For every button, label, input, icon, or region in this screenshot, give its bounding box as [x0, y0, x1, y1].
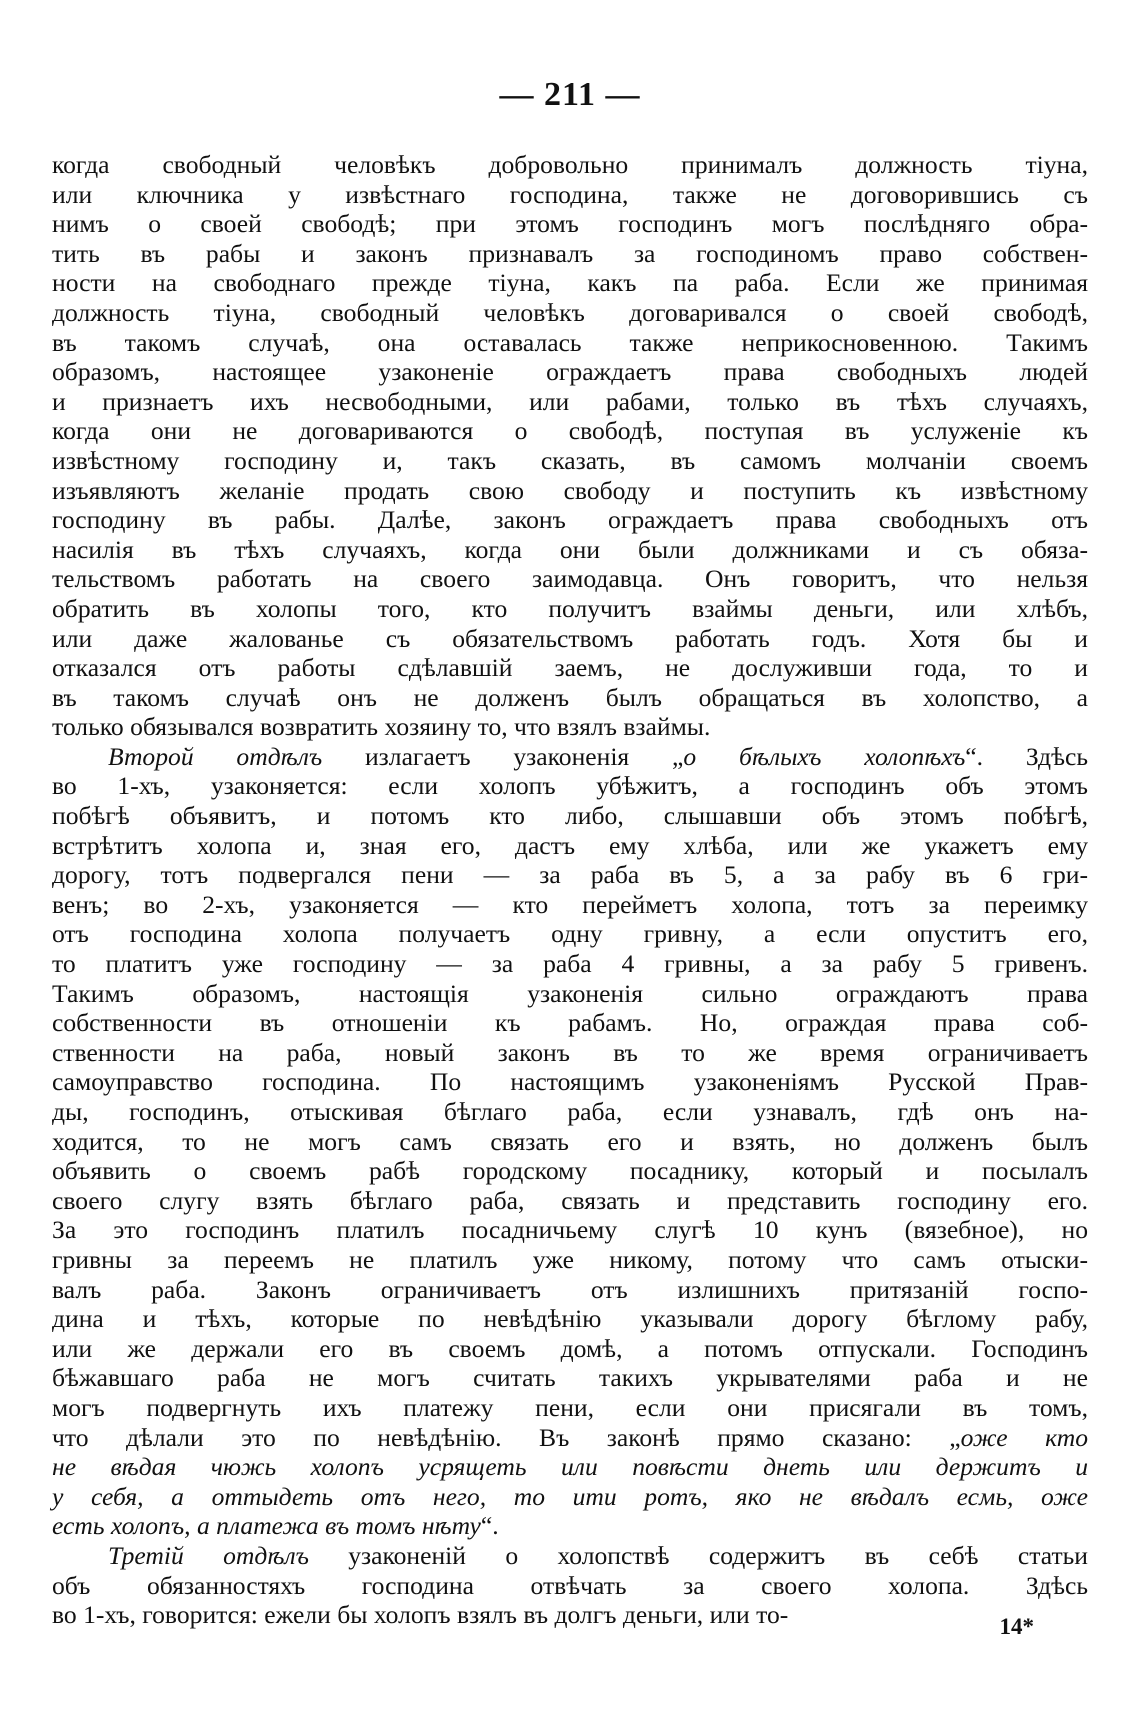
text-run: узаконеній о холопствѣ содержитъ въ себѣ статьи: [308, 1540, 1088, 1570]
text-line: [52, 919, 1088, 949]
text-line: [52, 1215, 1088, 1245]
text-line: [52, 239, 1088, 269]
italic-run: о бѣлыхъ холопѣхъ: [683, 741, 966, 771]
text-run: въ такомъ случаѣ онъ не долженъ былъ обращаться въ холопство, а: [52, 682, 1088, 712]
text-run: венъ; во 2-хъ, узаконяется — кто перейметъ холопа, тотъ за переимку: [52, 889, 1088, 919]
text-run: нимъ о своей свободѣ; при этомъ господинъ могъ послѣдняго обра-: [52, 209, 1088, 239]
italic-run: Второй отдѣлъ: [108, 741, 323, 771]
text-run: гривны за переемъ не платилъ уже никому, потому что самъ отыски-: [52, 1244, 1088, 1274]
text-line: [52, 624, 1088, 654]
text-line: [52, 387, 1088, 417]
text-line: [52, 1127, 1088, 1157]
text-line: [52, 1363, 1088, 1393]
page-number: — 211 —: [499, 76, 641, 113]
text-run: За это господинъ платилъ посадничьему слугѣ 10 кунъ (вязебное), но: [52, 1215, 1088, 1245]
text-line: [52, 209, 1088, 239]
text-run: образомъ, настоящее узаконеніе ограждаетъ права свободныхъ людей: [52, 357, 1088, 387]
text-line: [52, 712, 1088, 742]
italic-run: у себя, а оттыдеть отъ него, то ити ротъ, яко не вѣдалъ есмь, оже: [52, 1481, 1088, 1511]
text-run: то платитъ уже господину — за раба 4 гривны, а за рабу 5 гривенъ.: [52, 949, 1088, 979]
text-run: ности на свободнаго прежде тіуна, какъ па раба. Если же принимая: [52, 268, 1088, 298]
text-run: излагаетъ узаконенія „: [322, 741, 684, 771]
text-line: [52, 771, 1088, 801]
text-line: [52, 979, 1088, 1009]
text-line: [52, 1334, 1088, 1364]
text-run: самоуправство господина. По настоящимъ узаконеніямъ Русской Прав-: [52, 1067, 1088, 1097]
text-line: [52, 1541, 1088, 1571]
text-line: [52, 1186, 1088, 1216]
text-run: изъявляютъ желаніе продать свою свободу и поступить къ извѣстному: [52, 475, 1088, 505]
text-line: [52, 1067, 1088, 1097]
italic-run: оже кто: [960, 1422, 1088, 1452]
text-run: ственности на раба, новый законъ въ то же время ограничиваетъ: [52, 1037, 1088, 1067]
text-run: дина и тѣхъ, которые по невѣдѣнію указывали дорогу бѣглому рабу,: [52, 1304, 1088, 1334]
text-line: [52, 446, 1088, 476]
text-line: [52, 1600, 1088, 1630]
text-line: [52, 357, 1088, 387]
text-line: [52, 1038, 1088, 1068]
text-line: [52, 1008, 1088, 1038]
text-line: [52, 505, 1088, 535]
text-run: ды, господинъ, отыскивая бѣглаго раба, если узнавалъ, гдѣ онъ на-: [52, 1097, 1088, 1126]
text-line: [52, 1511, 1088, 1541]
text-line: [52, 298, 1088, 328]
body-text: [52, 150, 1088, 1630]
text-run: ходится, то не могъ самъ связать его и взять, но долженъ былъ: [52, 1126, 1088, 1156]
text-run: Такимъ образомъ, настоящія узаконенія сильно ограждаютъ права: [52, 978, 1088, 1008]
italic-run: есть холопъ, а платежа въ томъ нѣту: [52, 1511, 481, 1541]
text-run: или даже жалованье съ обязательствомъ работать годъ. Хотя бы и: [52, 623, 1088, 653]
text-run: во 1-хъ, говорится: ежели бы холопъ взялъ въ долгъ деньги, или то-: [52, 1600, 789, 1630]
text-line: [52, 890, 1088, 920]
text-run: своего слугу взять бѣглаго раба, связать и представить господину его.: [52, 1185, 1088, 1215]
signature-mark: 14*: [999, 1614, 1034, 1639]
text-run: отъ господина холопа получаетъ одну гривну, а если опуститъ его,: [52, 919, 1088, 949]
text-line: [52, 328, 1088, 358]
text-line: [52, 860, 1088, 890]
text-line: [52, 653, 1088, 683]
text-line: [52, 1482, 1088, 1512]
text-line: [52, 801, 1088, 831]
text-run: объ обязанностяхъ господина отвѣчать за своего холопа. Здѣсь: [52, 1570, 1088, 1600]
text-line: [52, 1275, 1088, 1305]
text-line: [52, 1571, 1088, 1601]
text-line: [52, 594, 1088, 624]
text-run: собственности въ отношеніи къ рабамъ. Но, ограждая права соб-: [52, 1008, 1088, 1038]
text-run: или ключника у извѣстнаго господина, также не договорившись съ: [52, 179, 1088, 209]
text-line: [52, 949, 1088, 979]
text-line: [52, 476, 1088, 506]
text-run: отказался отъ работы сдѣлавшій заемъ, не дослуживши года, то и: [52, 653, 1088, 683]
text-run: валъ раба. Законъ ограничиваетъ отъ излишнихъ притязаній госпо-: [52, 1274, 1088, 1304]
italic-run: не вѣдая чюжь холопъ усрящеть или повѣсти днеть или держитъ и: [52, 1452, 1088, 1482]
text-line: [52, 742, 1088, 772]
text-run: извѣстному господину и, такъ сказать, въ самомъ молчаніи своемъ: [52, 445, 1088, 475]
text-run: бѣжавшаго раба не могъ считать такихъ укрывателями раба и не: [52, 1363, 1088, 1393]
text-run: дорогу, тотъ подвергался пени — за раба въ 5, а за рабу въ 6 гри-: [52, 860, 1088, 890]
text-run: тить въ рабы и законъ признавалъ за господиномъ право собствен-: [52, 238, 1088, 268]
text-line: [52, 831, 1088, 861]
text-line: [52, 416, 1088, 446]
text-run: тельствомъ работать на своего заимодавца. Онъ говоритъ, что нельзя: [52, 564, 1088, 594]
text-run: встрѣтитъ холопа и, зная его, дастъ ему хлѣба, или же укажетъ ему: [52, 830, 1088, 860]
text-line: [52, 1452, 1088, 1482]
text-run: въ такомъ случаѣ, она оставалась также неприкосновенною. Такимъ: [52, 327, 1088, 357]
text-line: [52, 180, 1088, 210]
text-run: должность тіуна, свободный человѣкъ договаривался о своей свободѣ,: [52, 297, 1088, 327]
italic-run: Третій отдѣлъ: [108, 1540, 309, 1570]
text-run: когда свободный человѣкъ добровольно принималъ должность тіуна,: [52, 150, 1088, 179]
text-line: [52, 1423, 1088, 1453]
text-run: во 1-хъ, узаконяется: если холопъ убѣжитъ, а господинъ объ этомъ: [52, 771, 1088, 801]
text-run: “. Здѣсь: [965, 741, 1089, 771]
text-line: [52, 1393, 1088, 1423]
text-run: “.: [480, 1511, 499, 1541]
text-run: господину въ рабы. Далѣе, законъ ограждаетъ права свободныхъ отъ: [52, 505, 1088, 535]
text-run: могъ подвергнуть ихъ платежу пени, если они присягали въ томъ,: [52, 1392, 1088, 1422]
text-run: или же держали его въ своемъ домѣ, а потомъ отпускали. Господинъ: [52, 1333, 1088, 1363]
text-line: [52, 683, 1088, 713]
text-run: насилія въ тѣхъ случаяхъ, когда они были должниками и съ обяза-: [52, 534, 1088, 564]
text-run: побѣгѣ объявитъ, и потомъ кто либо, слышавши объ этомъ побѣгѣ,: [52, 801, 1088, 831]
text-line: [52, 150, 1088, 180]
text-run: объявить о своемъ рабѣ городскому посаднику, который и посылалъ: [52, 1156, 1088, 1186]
text-run: когда они не договариваются о свободѣ, поступая въ услуженіе къ: [52, 416, 1088, 446]
text-line: [52, 268, 1088, 298]
text-run: обратить въ холопы того, кто получитъ взаймы деньги, или хлѣбъ,: [52, 593, 1088, 623]
text-line: [52, 1245, 1088, 1275]
text-run: только обязывался возвратить хозяину то, что взялъ взаймы.: [52, 712, 711, 742]
text-line: [52, 1304, 1088, 1334]
text-line: [52, 1156, 1088, 1186]
text-line: [52, 1097, 1088, 1127]
text-run: и признаетъ ихъ несвободными, или рабами, только въ тѣхъ случаяхъ,: [52, 386, 1088, 416]
text-run: что дѣлали это по невѣдѣнію. Въ законѣ прямо сказано: „: [52, 1422, 961, 1452]
text-line: [52, 564, 1088, 594]
text-line: [52, 535, 1088, 565]
